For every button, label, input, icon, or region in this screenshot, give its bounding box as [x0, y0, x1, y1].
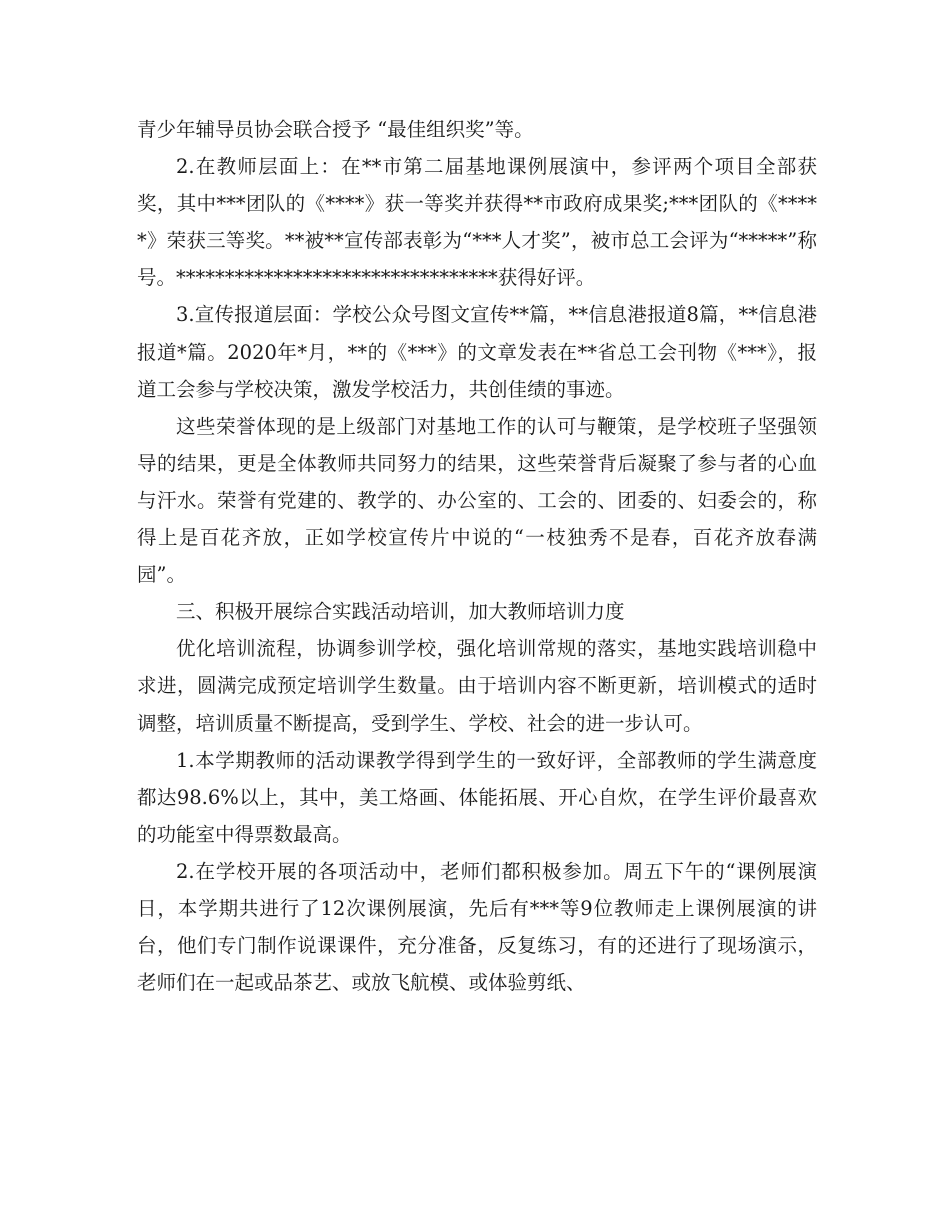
paragraph-award-continuation: 青少年辅导员协会联合授予 “最佳组织奖”等。 [137, 118, 534, 141]
paragraph-training-overview: 优化培训流程，协调参训学校，强化培训常规的落实，基地实践培训稳中求进，圆满完成预定培训学生数量。由于培训内容不断更新，培训模式的适时调整，培训质量不断提高，受到学生、学校、社会的进一步认可。 [137, 637, 817, 735]
paragraph-student-satisfaction: 1.本学期教师的活动课教学得到学生的一致好评，全部教师的学生满意度都达98.6%以上，其中，美工烙画、体能拓展、开心自炊，在学生评价最喜欢的功能室中得票数最高。 [137, 748, 817, 846]
paragraph-publicity-level: 3.宣传报道层面：学校公众号图文宣传**篇，**信息港报道8篇，**信息港报道*篇。2020年*月，**的《***》的文章发表在**省总工会刊物《***》，报道工会参与学校决策，激发学校活力，共创佳绩的事迹。 [137, 303, 817, 401]
paragraph-teacher-level: 2.在教师层面上：在**市第二届基地课例展演中，参评两个项目全部获奖，其中***团队的《****》获一等奖并获得**市政府成果奖;***团队的《*****》荣获三等奖。**被**宣传部表彰为“***人才奖”，被市总工会评为“*****”称号。*********************************获得好评。 [137, 155, 817, 290]
paragraph-honors-summary: 这些荣誉体现的是上级部门对基地工作的认可与鞭策，是学校班子坚强领导的结果，更是全体教师共同努力的结果，这些荣誉背后凝聚了参与者的心血与汗水。荣誉有党建的、教学的、办公室的、工会的、团委的、妇委会的，称得上是百花齐放，正如学校宣传片中说的“一枝独秀不是春，百花齐放春满园”。 [137, 414, 817, 587]
section-heading-training: 三、积极开展综合实践活动培训，加大教师培训力度 [176, 600, 625, 624]
document-body [137, 111, 817, 1001]
paragraph-activities: 2.在学校开展的各项活动中，老师们都积极参加。周五下午的“课例展演日，本学期共进行了12次课例展演，先后有***等9位教师走上课例展演的讲台，他们专门制作说课课件，充分准备，反复练习，有的还进行了现场演示，老师们在一起或品茶艺、或放飞航模、或体验剪纸、 [137, 859, 817, 995]
